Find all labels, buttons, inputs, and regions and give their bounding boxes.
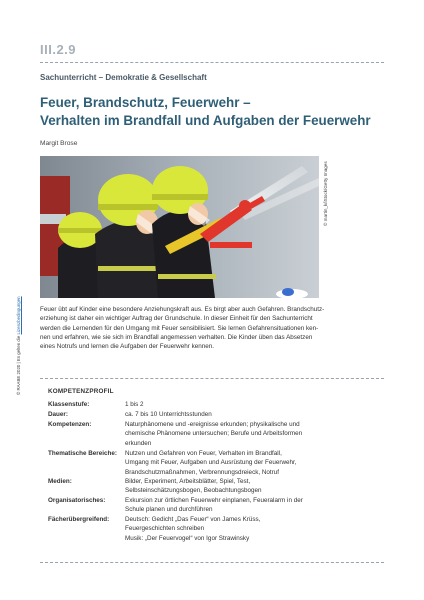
profile-label: Klassenstufe: [48, 401, 90, 408]
value-line: Selbsteinschätzungsbogen, Beobachtungsbogen [125, 487, 262, 495]
profile-label: Dauer: [48, 411, 68, 418]
top-divider [40, 62, 384, 63]
value-line: Deutsch: Gedicht „Das Feuer“ von James Krüss, [125, 516, 261, 523]
intro-line: erziehung ist daher ein wichtiger Auftrag der Grundschule. In dieser Einheit für den Sachunterricht [40, 315, 313, 323]
value-line: Bilder, Experiment, Arbeitsblätter, Spiel, Test, [125, 478, 251, 485]
profile-divider-top [40, 378, 384, 379]
title-line-2: Verhalten im Brandfall und Aufgaben der Feuerwehr [40, 113, 371, 128]
author: Margit Brose [40, 140, 78, 147]
value-line: Brandschutzmaßnahmen, Verbrennungsdreieck, Notruf [125, 468, 280, 476]
value-line: Musik: „Der Feuervogel“ von Igor Strawinsky [125, 534, 250, 542]
profile-heading: KOMPETENZPROFIL [48, 388, 114, 395]
value-line: Exkursion zur örtlichen Feuerwehr einplanen, Feueralarm in der [125, 497, 303, 504]
value-line: chemische Phänomene untersuchen; Berufe und Arbeitsformen [125, 430, 303, 438]
subject-line: Sachunterricht – Demokratie & Gesellschaft [40, 73, 207, 82]
value-line: 1 bis 2 [125, 401, 144, 408]
profile-value [125, 477, 383, 496]
page-title [40, 94, 390, 130]
profile-label: Kompetenzen: [48, 421, 92, 428]
profile-value [125, 420, 383, 448]
intro-line: nen und erfahren, wie sie sich im Brandfall angemessen verhalten. Die Kinder üben das Absetzen [40, 334, 313, 342]
license-link[interactable]: Lizenzbedingungen [16, 296, 21, 335]
value-line: Schule planen und durchführen [125, 506, 213, 514]
profile-value [125, 449, 383, 477]
intro-line: eines Notrufs und lernen die Aufgaben der Feuerwehr kennen. [40, 343, 214, 351]
copyright-text: © RAABE 2020 | Es gelten die [16, 334, 21, 395]
intro-line: Feuer übt auf Kinder eine besondere Anziehungskraft aus. Es birgt aber auch Gefahren. Brandschutz- [40, 306, 325, 313]
profile-label: Medien: [48, 478, 72, 485]
intro-line: werden die Lernenden für den Umgang mit Feuer sensibilisiert. Sie lernen Gefahrensituationen ken- [40, 324, 319, 332]
profile-value [125, 400, 383, 409]
profile-value [125, 515, 383, 543]
profile-value [125, 410, 383, 419]
value-line: Nutzen und Gefahren von Feuer, Verhalten im Brandfall, [125, 450, 282, 457]
value-line: ca. 7 bis 10 Unterrichtsstunden [125, 411, 212, 418]
profile-label: Thematische Bereiche: [48, 450, 117, 457]
firefighter-children-illustration [40, 156, 319, 298]
profile-label: Organisatorisches: [48, 497, 106, 504]
section-number: III.2.9 [40, 42, 77, 57]
title-line-1: Feuer, Brandschutz, Feuerwehr – [40, 95, 251, 110]
profile-divider-bottom [40, 562, 384, 563]
value-line: Umgang mit Feuer, Aufgaben und Ausrüstung der Feuerwehr, [125, 459, 297, 467]
photo-credit: © martin_k/iStock/Getty Images [323, 161, 328, 226]
value-line: Naturphänomene und -ereignisse erkunden; physikalische und [125, 421, 300, 428]
value-line: erkunden [125, 439, 152, 447]
profile-label: Fächerübergreifend: [48, 516, 110, 523]
intro-paragraph [40, 305, 344, 352]
copyright-sidebar [16, 296, 21, 395]
value-line: Feuergeschichten schreiben [125, 525, 205, 533]
profile-value [125, 496, 383, 515]
cover-photo [40, 156, 319, 298]
